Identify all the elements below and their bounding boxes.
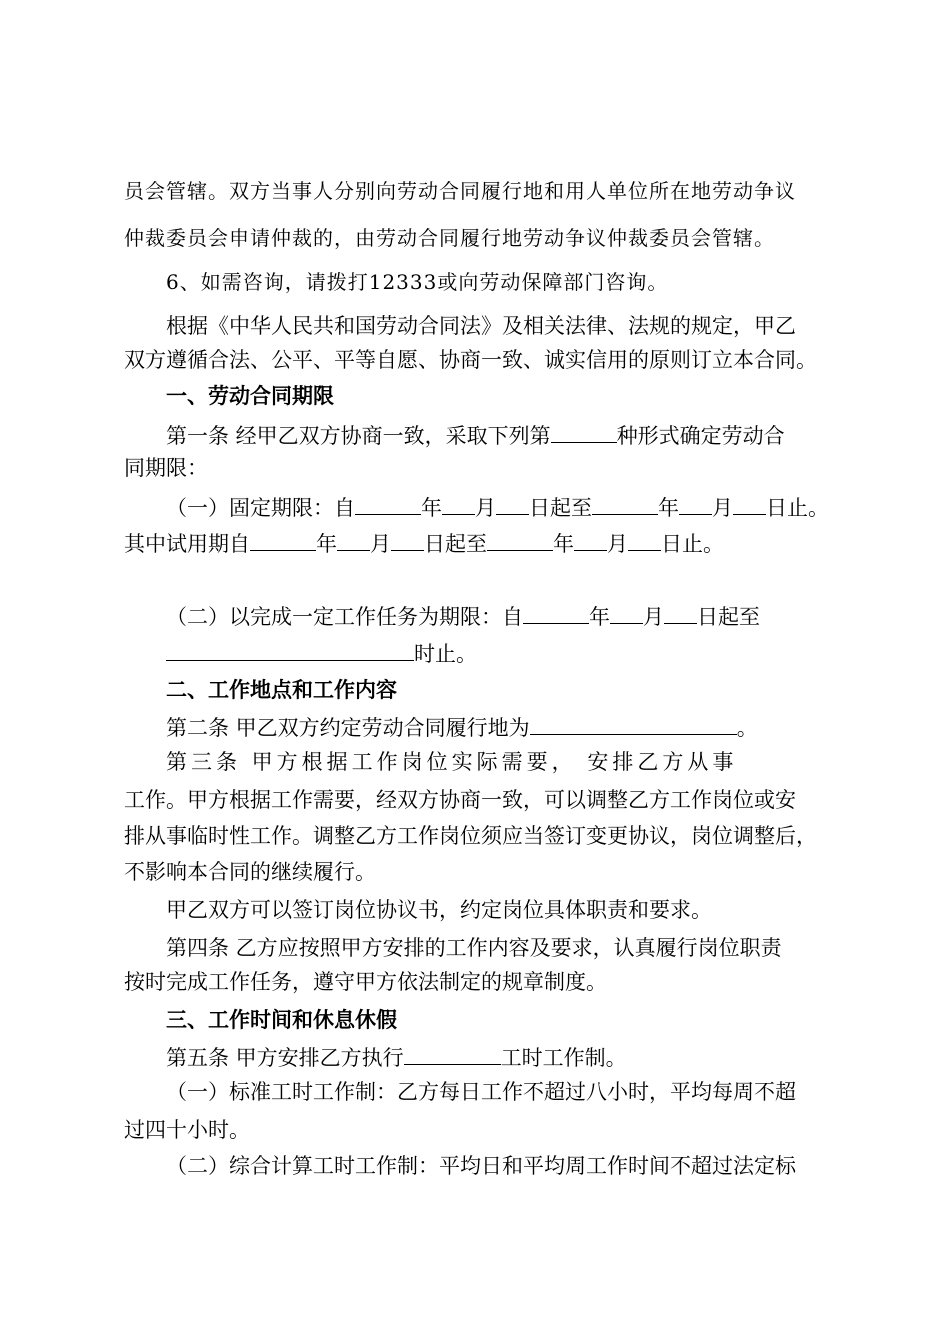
year-label: 年 [589, 605, 610, 629]
task-start-month-blank[interactable] [610, 601, 643, 624]
task-term-label: （二）以完成一定工作任务为期限：自 [166, 605, 523, 629]
article-3-line-4: 不影响本合同的继续履行。 [124, 860, 376, 884]
task-start-day-blank[interactable] [664, 601, 697, 624]
fixed-term-label: （一）固定期限：自 [166, 496, 355, 520]
probation-end-year-blank[interactable] [487, 528, 553, 551]
article-3-line-3: 排从事临时性工作。调整乙方工作岗位须应当签订变更协议，岗位调整后， [124, 824, 817, 848]
task-term-line [166, 601, 760, 631]
fixed-end-year-blank[interactable] [592, 492, 658, 515]
preamble-line-1: 根据《中华人民共和国劳动合同法》及相关法律、法规的规定，甲乙 [166, 314, 796, 338]
form-choice-blank[interactable] [551, 420, 617, 443]
end-day-label: 日止。 [661, 532, 724, 556]
year-label: 年 [658, 496, 679, 520]
task-start-year-blank[interactable] [523, 601, 589, 624]
year-label: 年 [421, 496, 442, 520]
probation-line [124, 528, 724, 558]
from-day-label: 日起至 [424, 532, 487, 556]
month-label: 月 [643, 605, 664, 629]
from-day-label: 日起至 [529, 496, 592, 520]
fixed-start-day-blank[interactable] [496, 492, 529, 515]
article-1-line-2: 同期限： [124, 456, 208, 480]
fixed-start-month-blank[interactable] [442, 492, 475, 515]
work-location-blank[interactable] [530, 712, 737, 735]
month-label: 月 [607, 532, 628, 556]
year-label: 年 [553, 532, 574, 556]
standard-hours-line-1: （一）标准工时工作制：乙方每日工作不超过八小时，平均每周不超 [166, 1080, 796, 1104]
intro-line-2: 仲裁委员会申请仲裁的，由劳动合同履行地劳动争议仲裁委员会管辖。 [124, 226, 775, 250]
probation-start-day-blank[interactable] [391, 528, 424, 551]
article-1-line-1 [166, 420, 785, 450]
probation-end-month-blank[interactable] [574, 528, 607, 551]
work-hours-system-blank[interactable] [404, 1042, 501, 1065]
article-3-line-1: 第三条 甲方根据工作岗位实际需要， 安排乙方从事 [166, 750, 738, 774]
article-4-line-2: 按时完成工作任务，遵守甲方依法制定的规章制度。 [124, 970, 607, 994]
standard-hours-line-2: 过四十小时。 [124, 1118, 250, 1142]
month-label: 月 [475, 496, 496, 520]
section-2-heading: 二、工作地点和工作内容 [166, 677, 397, 702]
probation-label: 其中试用期自 [124, 532, 250, 556]
year-label: 年 [316, 532, 337, 556]
article-2-text: 第二条 甲乙双方约定劳动合同履行地为 [166, 716, 530, 740]
article-5-end: 工时工作制。 [500, 1046, 627, 1070]
article-1-text-a: 第一条 经甲乙双方协商一致，采取下列第 [166, 424, 551, 448]
article-5-text: 第五条 甲方安排乙方执行 [166, 1046, 404, 1070]
month-label: 月 [712, 496, 733, 520]
probation-start-year-blank[interactable] [250, 528, 316, 551]
fixed-end-day-blank[interactable] [733, 492, 766, 515]
end-day-label: 日止。 [766, 496, 829, 520]
probation-start-month-blank[interactable] [337, 528, 370, 551]
task-end-line [166, 638, 477, 668]
article-4-line-1: 第四条 乙方应按照甲方安排的工作内容及要求，认真履行岗位职责 [166, 936, 782, 960]
article-2-end: 。 [736, 716, 758, 740]
article-1-text-b: 种形式确定劳动合 [616, 424, 785, 448]
article-2-line [166, 712, 758, 742]
task-end-label: 时止。 [414, 642, 477, 666]
from-day-label: 日起至 [697, 605, 760, 629]
position-agreement-line: 甲乙双方可以签订岗位协议书，约定岗位具体职责和要求。 [166, 898, 712, 922]
preamble-line-2: 双方遵循合法、公平、平等自愿、协商一致、诚实信用的原则订立本合同。 [124, 348, 817, 372]
intro-line-1: 员会管辖。双方当事人分别向劳动合同履行地和用人单位所在地劳动争议 [124, 179, 796, 203]
task-end-blank[interactable] [166, 638, 414, 661]
comprehensive-hours-line-1: （二）综合计算工时工作制：平均日和平均周工作时间不超过法定标 [166, 1154, 796, 1178]
article-5-line [166, 1042, 627, 1072]
month-label: 月 [370, 532, 391, 556]
section-3-heading: 三、工作时间和休息休假 [166, 1007, 397, 1032]
article-3-line-2: 工作。甲方根据工作需要，经双方协商一致，可以调整乙方工作岗位或安 [124, 788, 796, 812]
fixed-end-month-blank[interactable] [679, 492, 712, 515]
intro-line-3: 6、如需咨询，请拨打12333或向劳动保障部门咨询。 [166, 270, 669, 294]
fixed-term-line [166, 492, 829, 522]
fixed-start-year-blank[interactable] [355, 492, 421, 515]
section-1-heading: 一、劳动合同期限 [166, 383, 334, 408]
probation-end-day-blank[interactable] [628, 528, 661, 551]
